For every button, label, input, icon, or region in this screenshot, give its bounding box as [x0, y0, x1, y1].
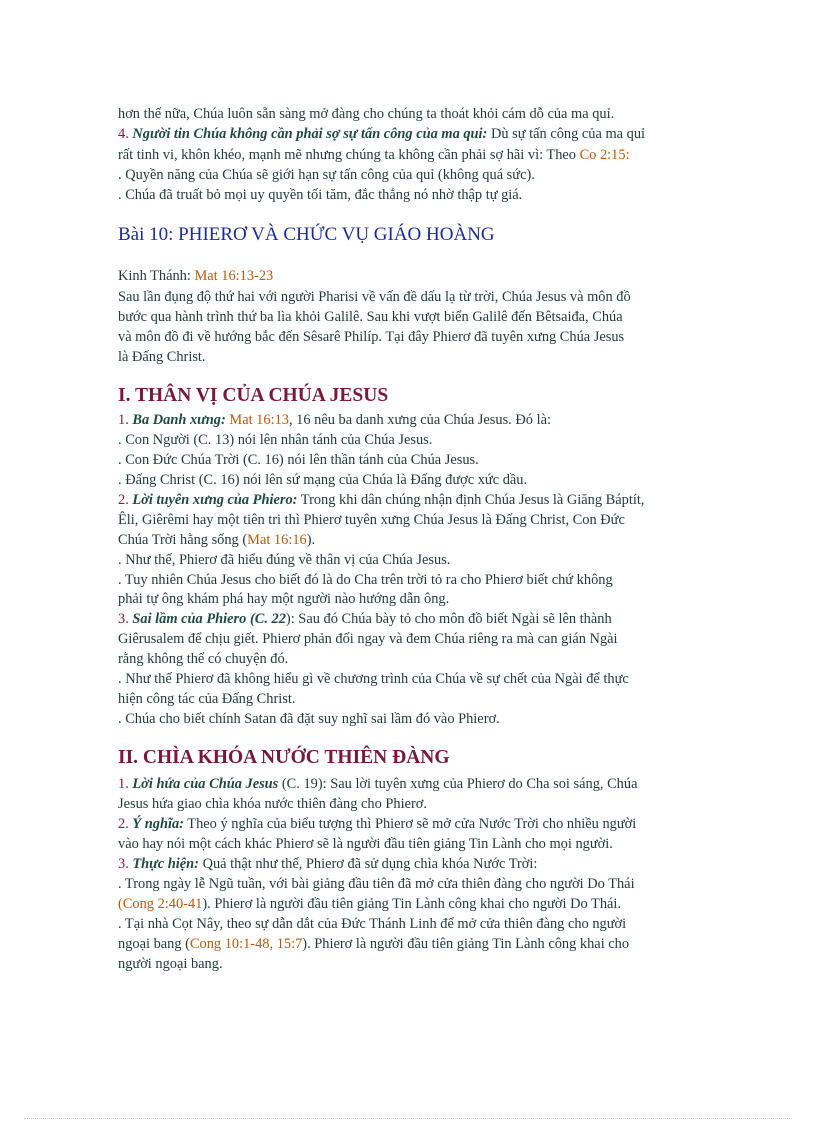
- scripture-ref[interactable]: Mat 16:16: [247, 532, 307, 548]
- lesson-heading: Bài 10: PHIERƠ VÀ CHỨC VỤ GIÁO HOÀNG: [118, 224, 495, 245]
- point-title: Người tin Chúa không cần phải sợ sự tấn công của ma qui:: [132, 126, 488, 142]
- bullet-line: . Con Đức Chúa Trời (C. 16) nói lên thần tánh của Chúa Jesus.: [118, 452, 479, 468]
- point-3: 3. Sai lầm của Phiero (C. 22): Sau đó Chúa bày tỏ cho môn đồ biết Ngài sẽ lên thành: [118, 611, 612, 627]
- bullet-line: . Chúa đã truất bỏ mọi uy quyền tối tăm, đắc thắng nó nhờ thập tự giá.: [118, 187, 523, 203]
- section-heading: II. CHÌA KHÓA NƯỚC THIÊN ĐÀNG: [118, 747, 450, 768]
- bullet-line: phải tự ông khám phá hay một người nào hướng dẫn ông.: [118, 591, 450, 607]
- bullet-line: . Tuy nhiên Chúa Jesus cho biết đó là do Cha trên trời tỏ ra cho Phierơ biết chứ không: [118, 572, 613, 588]
- bullet-line: . Đấng Christ (C. 16) nói lên sứ mạng của Chúa là Đấng được xức dầu.: [118, 472, 528, 488]
- bullet-line: ngoại bang (Cong 10:1-48, 15:7). Phierơ là người đầu tiên giảng Tin Lành công khai cho: [118, 936, 630, 952]
- point-1: 1. Ba Danh xưng: Mat 16:13, 16 nêu ba danh xưng của Chúa Jesus. Đó là:: [118, 412, 551, 428]
- intro-line: và môn đồ đi về hướng bắc đến Sêsarê Philíp. Tại đây Phierơ đã tuyên xưng Chúa Jesus: [118, 329, 625, 345]
- scripture-ref[interactable]: Co 2:15: [579, 147, 626, 163]
- bullet-line: . Chúa cho biết chính Satan đã đặt suy nghĩ sai lầm đó vào Phierơ.: [118, 711, 500, 727]
- bullet-line: hiện công tác của Đấng Christ.: [118, 691, 296, 707]
- bullet-line: (Cong 2:40-41). Phierơ là người đầu tiên giảng Tin Lành công khai cho người Do Thái.: [118, 896, 622, 912]
- scripture-ref[interactable]: Mat 16:13: [229, 412, 289, 428]
- point-title: Sai lầm của Phiero: [132, 611, 247, 627]
- paragraph-line: hơn thế nữa, Chúa luôn sẵn sàng mở đàng cho chúng ta thoát khỏi cám dỗ của ma quỉ.: [118, 106, 615, 122]
- point-title: Ba Danh xưng:: [132, 412, 226, 428]
- paragraph-line: Giêrusalem để chịu giết. Phierơ phản đối ngay và đem Chúa riêng ra mà can gián Ngài: [118, 631, 618, 647]
- paragraph-line: Êli, Giêrêmi hay một tiên tri thì Phierơ tuyên xưng Chúa Jesus là Đấng Christ, Con Đức: [118, 512, 625, 528]
- point-title: Thực hiện:: [132, 856, 199, 872]
- point-number: 4.: [118, 126, 133, 142]
- bullet-line: . Con Người (C. 13) nói lên nhân tánh của Chúa Jesus.: [118, 432, 433, 448]
- paragraph-line: vào hay nói một cách khác Phierơ sẽ là người đầu tiên giảng Tin Lành cho mọi người.: [118, 836, 613, 852]
- bullet-line: . Như thế Phierơ đã không hiểu gì về chương trình của Chúa về sự chết của Ngài để thực: [118, 671, 629, 687]
- section-heading: I. THÂN VỊ CỦA CHÚA JESUS: [118, 385, 389, 406]
- point-title: Ý nghĩa:: [132, 816, 184, 832]
- paragraph-line: rất tinh vi, khôn khéo, mạnh mẽ nhưng chúng ta không cần phải sợ hãi vì: Theo Co 2:15:: [118, 147, 630, 163]
- scripture-ref[interactable]: 15:7: [276, 936, 303, 952]
- page-bottom-divider: [24, 1118, 792, 1119]
- scripture-ref[interactable]: Mat 16:13-23: [194, 268, 274, 284]
- bullet-line: . Quyền năng của Chúa sẽ giới hạn sự tấn công của quỉ (không quá sức).: [118, 167, 535, 183]
- paragraph-line: Chúa Trời hằng sống (Mat 16:16).: [118, 532, 316, 548]
- scripture-line: Kinh Thánh: Mat 16:13-23: [118, 268, 274, 284]
- intro-line: là Đấng Christ.: [118, 349, 206, 365]
- bullet-line: . Tại nhà Cọt Nây, theo sự dẫn dắt của Đức Thánh Linh để mở cửa thiên đàng cho người: [118, 916, 627, 932]
- point-title: Lời tuyên xưng của Phiero:: [132, 492, 298, 508]
- point-3: 3. Thực hiện: Quả thật như thế, Phierơ đã sử dụng chìa khóa Nước Trời:: [118, 856, 538, 872]
- bullet-line: . Trong ngày lễ Ngũ tuần, với bài giảng đầu tiên đã mở cửa thiên đàng cho người Do Thái: [118, 876, 635, 892]
- point-4: 4. Người tin Chúa không cần phải sợ sự tấn công của ma qui: Dù sự tấn công của ma quỉ: [118, 126, 646, 142]
- point-2: 2. Lời tuyên xưng của Phiero: Trong khi dân chúng nhận định Chúa Jesus là Giăng Báptít,: [118, 492, 645, 508]
- point-1: 1. Lời hứa của Chúa Jesus (C. 19): Sau lời tuyên xưng của Phierơ do Cha soi sáng, Chúa: [118, 776, 638, 792]
- intro-line: Sau lần đụng độ thứ hai với người Pharisi về vấn đề dấu lạ từ trời, Chúa Jesus và môn đồ: [118, 289, 631, 305]
- paragraph-line: Jesus hứa giao chìa khóa nước thiên đàng cho Phierơ.: [118, 796, 427, 812]
- bullet-line: người ngoại bang.: [118, 956, 223, 972]
- point-2: 2. Ý nghĩa: Theo ý nghĩa của biểu tượng thì Phierơ sẽ mở cửa Nước Trời cho nhiều người: [118, 816, 637, 832]
- bullet-line: . Như thế, Phierơ đã hiểu đúng về thân vị của Chúa Jesus.: [118, 552, 451, 568]
- paragraph-line: rằng không thể có chuyện đó.: [118, 651, 289, 667]
- scripture-ref[interactable]: Cong 2:40-41: [122, 896, 203, 912]
- intro-line: bước qua hành trình thứ ba lìa khỏi Galilê. Sau khi vượt biển Galilê đến Bêtsaiđa, Chúa: [118, 309, 623, 325]
- point-title: Lời hứa của Chúa Jesus: [132, 776, 279, 792]
- scripture-ref[interactable]: Cong 10:1-48: [189, 936, 270, 952]
